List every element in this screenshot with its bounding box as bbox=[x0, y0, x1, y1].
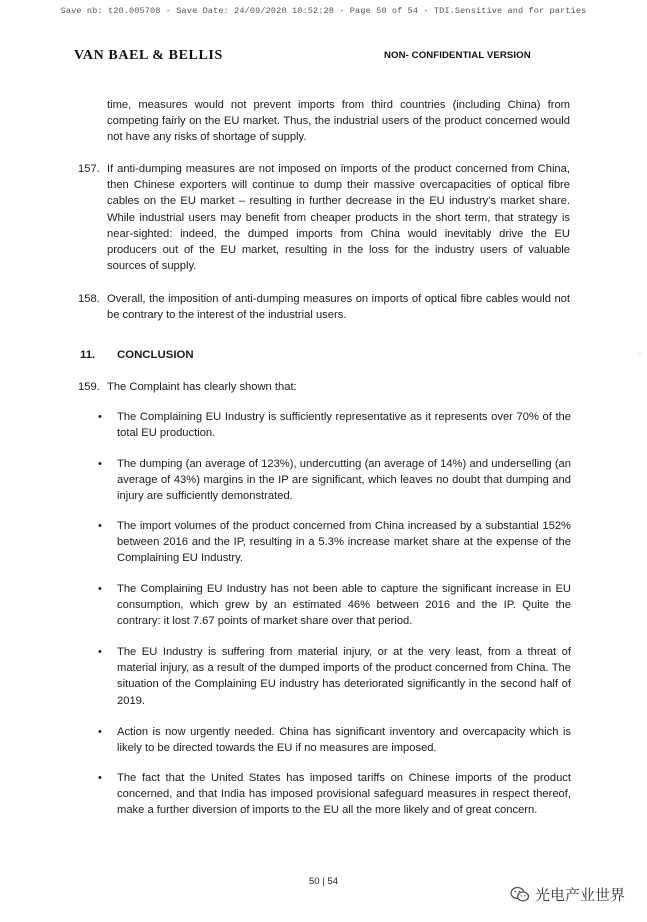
bullet-icon: • bbox=[98, 458, 102, 470]
paragraph-number-157: 157. bbox=[78, 163, 100, 175]
paragraph-number-158: 158. bbox=[78, 293, 100, 305]
list-item: The Complaining EU Industry is sufficiently representative as it represents over 70% of the total EU production. bbox=[117, 411, 571, 440]
paragraph-158: Overall, the imposition of anti-dumping measures on imports of optical fibre cables would not be contrary to the interest of the industrial users. bbox=[107, 293, 570, 322]
margin-mark: .. bbox=[638, 349, 642, 356]
classification-label: NON- CONFIDENTIAL VERSION bbox=[384, 50, 531, 61]
page-number: 50 | 54 bbox=[308, 876, 339, 887]
list-item: The EU Industry is suffering from material injury, or at the very least, from a threat of material injury, as a result of the dumped imports of the product concerned from China. The situation of the Complaining EU industry has deteriorated significantly in the second half of 2019. bbox=[117, 646, 571, 707]
section-number: 11. bbox=[80, 349, 96, 361]
list-item: The Complaining EU Industry has not been able to capture the significant increase in EU consumption, which grew by an estimated 46% between 2016 and the IP. Quite the contrary: it lost 7.67 points of market share over that period. bbox=[117, 583, 571, 628]
firm-name: VAN BAEL & BELLIS bbox=[74, 48, 223, 63]
bullet-icon: • bbox=[98, 411, 102, 423]
list-item: Action is now urgently needed. China has significant inventory and overcapacity which is likely to be directed towards the EU if no measures are imposed. bbox=[117, 726, 571, 755]
continuation-paragraph: time, measures would not prevent imports from third countries (including China) from competing fairly on the EU market. Thus, the industrial users of the product concerned would not have any risks of shortage of supply. bbox=[107, 99, 570, 144]
bullet-icon: • bbox=[98, 520, 102, 532]
save-stamp: Save nb: t20.005708 - Save Date: 24/09/2020 10:52:28 - Page 50 of 54 - TDI.Sensitive and for parties bbox=[60, 6, 587, 16]
paragraph-159: The Complaint has clearly shown that: bbox=[107, 381, 297, 393]
watermark bbox=[510, 884, 625, 905]
watermark-text: 光电产业世界 bbox=[535, 887, 626, 904]
paragraph-number-159: 159. bbox=[78, 381, 100, 393]
section-title: CONCLUSION bbox=[117, 349, 194, 361]
list-item: The dumping (an average of 123%), undercutting (an average of 14%) and underselling (an average of 43%) margins in the IP are significant, which leaves no doubt that dumping and injury are sufficiently demonstrated. bbox=[117, 458, 571, 503]
paragraph-157: If anti-dumping measures are not imposed on imports of the product concerned from China, then Chinese exporters will continue to dump their massive overcapacities of optical fibre cables on the EU market – resulting in further decrease in the EU industry's market share. While industrial users may benefit from cheaper products in the short term, that strategy is near-sighted: indeed, the dumped imports from China would inevitably drive the EU producers out of the EU market, resulting in the loss for the industry users of valuable sources of supply. bbox=[107, 163, 570, 273]
bullet-icon: • bbox=[98, 726, 102, 738]
bullet-icon: • bbox=[98, 772, 102, 784]
bullet-icon: • bbox=[98, 583, 102, 595]
bullet-icon: • bbox=[98, 646, 102, 658]
list-item: The fact that the United States has imposed tariffs on Chinese imports of the product concerned, and that India has imposed provisional safeguard measures in respect thereof, make a further diversion of imports to the EU all the more likely and of great concern. bbox=[117, 772, 571, 817]
list-item: The import volumes of the product concerned from China increased by a substantial 152% between 2016 and the IP, resulting in a 5.3% increase market share at the expense of the Complaining EU Industry. bbox=[117, 520, 571, 565]
wechat-icon bbox=[510, 886, 530, 903]
